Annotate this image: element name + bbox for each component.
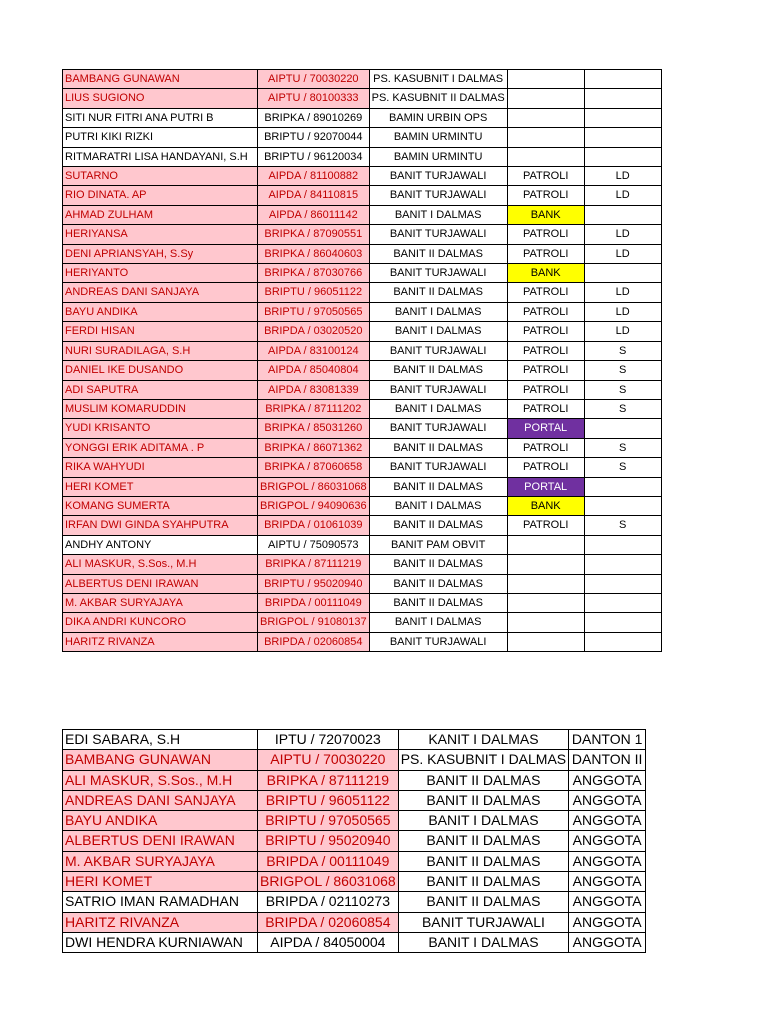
duty-cell: PATROLI [507, 516, 584, 535]
name-cell: ALBERTUS DENI IRAWAN [63, 574, 258, 593]
position-cell: BANIT II DALMAS [369, 555, 507, 574]
rank-nrp-cell: BRIPTU / 97050565 [258, 302, 370, 321]
position-cell: BANIT TURJAWALI [369, 341, 507, 360]
rank-nrp-cell: BRIPTU / 96051122 [258, 790, 399, 810]
code-cell [584, 108, 661, 127]
rank-nrp-cell: BRIPDA / 01061039 [258, 516, 370, 535]
code-cell [584, 477, 661, 496]
duty-cell [507, 613, 584, 632]
position-cell: BANIT TURJAWALI [369, 380, 507, 399]
table-row [63, 770, 646, 790]
rank-nrp-cell: BRIPKA / 87111219 [258, 770, 399, 790]
position-cell: BAMIN URBIN OPS [369, 108, 507, 127]
duty-cell: BANK [507, 205, 584, 224]
name-cell: HARITZ RIVANZA [63, 632, 258, 651]
role-cell: ANGGOTA [569, 872, 646, 892]
duty-cell [507, 128, 584, 147]
name-cell: SITI NUR FITRI ANA PUTRI B [63, 108, 258, 127]
name-cell: SATRIO IMAN RAMADHAN [63, 892, 258, 912]
role-cell: ANGGOTA [569, 932, 646, 952]
rank-nrp-cell: BRIPTU / 95020940 [258, 831, 399, 851]
code-cell [584, 147, 661, 166]
rank-nrp-cell: BRIPDA / 03020520 [258, 322, 370, 341]
duty-cell: PATROLI [507, 438, 584, 457]
name-cell: PUTRI KIKI RIZKI [63, 128, 258, 147]
role-cell: ANGGOTA [569, 770, 646, 790]
code-cell: LD [584, 322, 661, 341]
position-cell: BANIT II DALMAS [369, 361, 507, 380]
name-cell: EDI SABARA, S.H [63, 730, 258, 750]
name-cell: LIUS SUGIONO [63, 89, 258, 108]
position-cell: BANIT TURJAWALI [369, 419, 507, 438]
code-cell [584, 555, 661, 574]
duty-cell: BANK [507, 264, 584, 283]
role-cell: ANGGOTA [569, 811, 646, 831]
position-cell: BANIT I DALMAS [369, 205, 507, 224]
rank-nrp-cell: BRIPTU / 92070044 [258, 128, 370, 147]
position-cell: BANIT TURJAWALI [369, 458, 507, 477]
name-cell: DANIEL IKE DUSANDO [63, 361, 258, 380]
duty-cell: PATROLI [507, 361, 584, 380]
table-row [63, 264, 662, 283]
name-cell: AHMAD ZULHAM [63, 205, 258, 224]
rank-nrp-cell: BRIPDA / 02110273 [258, 892, 399, 912]
code-cell [584, 613, 661, 632]
position-cell: BANIT II DALMAS [398, 831, 568, 851]
name-cell: RIO DINATA. AP [63, 186, 258, 205]
name-cell: SUTARNO [63, 167, 258, 186]
table-row [63, 89, 662, 108]
rank-nrp-cell: BRIPKA / 87030766 [258, 264, 370, 283]
role-cell: DANTON 1 [569, 730, 646, 750]
position-cell: BANIT II DALMAS [369, 516, 507, 535]
position-cell: BAMIN URMINTU [369, 128, 507, 147]
duty-cell: PATROLI [507, 341, 584, 360]
duty-cell [507, 147, 584, 166]
rank-nrp-cell: BRIPKA / 85031260 [258, 419, 370, 438]
name-cell: DENI APRIANSYAH, S.Sy [63, 244, 258, 263]
name-cell: BAMBANG GUNAWAN [63, 70, 258, 89]
table-row [63, 186, 662, 205]
rank-nrp-cell: BRIPDA / 02060854 [258, 632, 370, 651]
name-cell: RIKA WAHYUDI [63, 458, 258, 477]
position-cell: BANIT I DALMAS [369, 322, 507, 341]
duty-cell [507, 555, 584, 574]
rank-nrp-cell: BRIPKA / 87090551 [258, 225, 370, 244]
code-cell [584, 70, 661, 89]
duty-cell: PATROLI [507, 302, 584, 321]
code-cell [584, 574, 661, 593]
name-cell: NURI SURADILAGA, S.H [63, 341, 258, 360]
table-row [63, 632, 662, 651]
table-row [63, 128, 662, 147]
table-row [63, 790, 646, 810]
role-cell: ANGGOTA [569, 790, 646, 810]
duty-cell: PATROLI [507, 322, 584, 341]
position-cell: BANIT II DALMAS [398, 790, 568, 810]
name-cell: ANDREAS DANI SANJAYA [63, 790, 258, 810]
rank-nrp-cell: AIPDA / 86011142 [258, 205, 370, 224]
rank-nrp-cell: BRIPDA / 00111049 [258, 593, 370, 612]
table-row [63, 555, 662, 574]
table-row [63, 750, 646, 770]
position-cell: PS. KASUBNIT I DALMAS [369, 70, 507, 89]
position-cell: BANIT II DALMAS [369, 593, 507, 612]
position-cell: BANIT II DALMAS [398, 872, 568, 892]
table-row [63, 419, 662, 438]
code-cell: S [584, 438, 661, 457]
code-cell [584, 593, 661, 612]
table-row [63, 205, 662, 224]
duty-cell: PORTAL [507, 477, 584, 496]
name-cell: FERDI HISAN [63, 322, 258, 341]
rank-nrp-cell: BRIPTU / 96051122 [258, 283, 370, 302]
duty-cell: PATROLI [507, 399, 584, 418]
position-cell: PS. KASUBNIT I DALMAS [398, 750, 568, 770]
table-row [63, 283, 662, 302]
code-cell: LD [584, 283, 661, 302]
duty-cell [507, 535, 584, 554]
name-cell: KOMANG SUMERTA [63, 496, 258, 515]
role-cell: ANGGOTA [569, 912, 646, 932]
position-cell: BANIT I DALMAS [398, 932, 568, 952]
position-cell: BANIT TURJAWALI [398, 912, 568, 932]
position-cell: BANIT PAM OBVIT [369, 535, 507, 554]
name-cell: ALI MASKUR, S.Sos., M.H [63, 770, 258, 790]
table-row [63, 302, 662, 321]
rank-nrp-cell: AIPDA / 84110815 [258, 186, 370, 205]
table-row [63, 574, 662, 593]
code-cell: LD [584, 244, 661, 263]
rank-nrp-cell: BRIPTU / 96120034 [258, 147, 370, 166]
duty-cell: PORTAL [507, 419, 584, 438]
table-row [63, 831, 646, 851]
rank-nrp-cell: AIPTU / 80100333 [258, 89, 370, 108]
table-row [63, 593, 662, 612]
position-cell: BANIT TURJAWALI [369, 264, 507, 283]
position-cell: BANIT I DALMAS [369, 496, 507, 515]
table-row [63, 613, 662, 632]
rank-nrp-cell: AIPTU / 70030220 [258, 70, 370, 89]
table-row [63, 516, 662, 535]
code-cell [584, 89, 661, 108]
name-cell: ADI SAPUTRA [63, 380, 258, 399]
table-row [63, 496, 662, 515]
table-row [63, 932, 646, 952]
name-cell: HERI KOMET [63, 477, 258, 496]
position-cell: BANIT TURJAWALI [369, 225, 507, 244]
position-cell: BANIT II DALMAS [369, 477, 507, 496]
name-cell: ALBERTUS DENI IRAWAN [63, 831, 258, 851]
rank-nrp-cell: AIPTU / 75090573 [258, 535, 370, 554]
position-cell: BANIT II DALMAS [398, 851, 568, 871]
code-cell [584, 205, 661, 224]
position-cell: PS. KASUBNIT II DALMAS [369, 89, 507, 108]
duty-cell [507, 574, 584, 593]
rank-nrp-cell: AIPDA / 85040804 [258, 361, 370, 380]
table-row [63, 225, 662, 244]
code-cell: LD [584, 186, 661, 205]
position-cell: BANIT I DALMAS [398, 811, 568, 831]
code-cell: S [584, 458, 661, 477]
code-cell: LD [584, 302, 661, 321]
position-cell: BANIT II DALMAS [369, 283, 507, 302]
duty-cell [507, 70, 584, 89]
duty-cell: PATROLI [507, 283, 584, 302]
position-cell: BANIT II DALMAS [398, 892, 568, 912]
name-cell: M. AKBAR SURYAJAYA [63, 593, 258, 612]
position-cell: KANIT I DALMAS [398, 730, 568, 750]
table-row [63, 730, 646, 750]
position-cell: BANIT II DALMAS [369, 438, 507, 457]
rank-nrp-cell: BRIPKA / 86071362 [258, 438, 370, 457]
table-row [63, 458, 662, 477]
table-row [63, 244, 662, 263]
rank-nrp-cell: AIPDA / 81100882 [258, 167, 370, 186]
duty-cell: BANK [507, 496, 584, 515]
name-cell: BAYU ANDIKA [63, 302, 258, 321]
duty-cell: PATROLI [507, 225, 584, 244]
rank-nrp-cell: BRIPTU / 97050565 [258, 811, 399, 831]
role-cell: DANTON II [569, 750, 646, 770]
position-cell: BANIT TURJAWALI [369, 167, 507, 186]
table-row [63, 167, 662, 186]
code-cell [584, 496, 661, 515]
rank-nrp-cell: BRIPKA / 87111219 [258, 555, 370, 574]
table-row [63, 70, 662, 89]
rank-nrp-cell: BRIGPOL / 91080137 [258, 613, 370, 632]
name-cell: YUDI KRISANTO [63, 419, 258, 438]
position-cell: BANIT I DALMAS [369, 613, 507, 632]
table-row [63, 399, 662, 418]
table-row [63, 341, 662, 360]
code-cell [584, 264, 661, 283]
code-cell: S [584, 516, 661, 535]
name-cell: BAYU ANDIKA [63, 811, 258, 831]
name-cell: M. AKBAR SURYAJAYA [63, 851, 258, 871]
table-row [63, 438, 662, 457]
rank-nrp-cell: AIPDA / 84050004 [258, 932, 399, 952]
rank-nrp-cell: BRIPDA / 00111049 [258, 851, 399, 871]
name-cell: BAMBANG GUNAWAN [63, 750, 258, 770]
table-row [63, 147, 662, 166]
code-cell: S [584, 399, 661, 418]
table-row [63, 380, 662, 399]
duty-cell: PATROLI [507, 244, 584, 263]
code-cell: LD [584, 167, 661, 186]
position-cell: BANIT I DALMAS [369, 302, 507, 321]
rank-nrp-cell: BRIPKA / 87111202 [258, 399, 370, 418]
role-cell: ANGGOTA [569, 892, 646, 912]
name-cell: RITMARATRI LISA HANDAYANI, S.H [63, 147, 258, 166]
position-cell: BANIT TURJAWALI [369, 632, 507, 651]
code-cell: S [584, 361, 661, 380]
duty-cell: PATROLI [507, 167, 584, 186]
name-cell: IRFAN DWI GINDA SYAHPUTRA [63, 516, 258, 535]
table-row [63, 851, 646, 871]
rank-nrp-cell: BRIGPOL / 86031068 [258, 872, 399, 892]
code-cell [584, 535, 661, 554]
name-cell: ANDREAS DANI SANJAYA [63, 283, 258, 302]
name-cell: DIKA ANDRI KUNCORO [63, 613, 258, 632]
rank-nrp-cell: BRIPDA / 02060854 [258, 912, 399, 932]
code-cell: S [584, 380, 661, 399]
position-cell: BAMIN URMINTU [369, 147, 507, 166]
table-row [63, 811, 646, 831]
name-cell: DWI HENDRA KURNIAWAN [63, 932, 258, 952]
code-cell [584, 419, 661, 438]
role-cell: ANGGOTA [569, 831, 646, 851]
duty-cell: PATROLI [507, 186, 584, 205]
rank-nrp-cell: AIPTU / 70030220 [258, 750, 399, 770]
code-cell [584, 632, 661, 651]
rank-nrp-cell: BRIGPOL / 94090636 [258, 496, 370, 515]
position-cell: BANIT I DALMAS [369, 399, 507, 418]
name-cell: HERI KOMET [63, 872, 258, 892]
table-row [63, 361, 662, 380]
table-row [63, 912, 646, 932]
duty-cell [507, 593, 584, 612]
rank-nrp-cell: IPTU / 72070023 [258, 730, 399, 750]
rank-nrp-cell: BRIGPOL / 86031068 [258, 477, 370, 496]
duty-cell [507, 108, 584, 127]
rank-nrp-cell: AIPDA / 83100124 [258, 341, 370, 360]
rank-nrp-cell: BRIPKA / 87060658 [258, 458, 370, 477]
code-cell [584, 128, 661, 147]
table-row [63, 872, 646, 892]
name-cell: HARITZ RIVANZA [63, 912, 258, 932]
code-cell: S [584, 341, 661, 360]
table-row [63, 322, 662, 341]
name-cell: YONGGI ERIK ADITAMA . P [63, 438, 258, 457]
duty-cell [507, 632, 584, 651]
table-row [63, 892, 646, 912]
position-cell: BANIT TURJAWALI [369, 186, 507, 205]
table-row [63, 108, 662, 127]
rank-nrp-cell: BRIPKA / 86040603 [258, 244, 370, 263]
rank-nrp-cell: AIPDA / 83081339 [258, 380, 370, 399]
name-cell: HERIYANTO [63, 264, 258, 283]
name-cell: MUSLIM KOMARUDDIN [63, 399, 258, 418]
table-row [63, 477, 662, 496]
duty-roster-table [62, 69, 662, 652]
name-cell: ALI MASKUR, S.Sos., M.H [63, 555, 258, 574]
name-cell: HERIYANSA [63, 225, 258, 244]
duty-cell [507, 89, 584, 108]
name-cell: ANDHY ANTONY [63, 535, 258, 554]
table-row [63, 535, 662, 554]
code-cell: LD [584, 225, 661, 244]
duty-cell: PATROLI [507, 380, 584, 399]
rank-nrp-cell: BRIPKA / 89010269 [258, 108, 370, 127]
duty-cell: PATROLI [507, 458, 584, 477]
role-cell: ANGGOTA [569, 851, 646, 871]
platoon-table [62, 729, 646, 953]
position-cell: BANIT II DALMAS [369, 244, 507, 263]
position-cell: BANIT II DALMAS [369, 574, 507, 593]
rank-nrp-cell: BRIPTU / 95020940 [258, 574, 370, 593]
position-cell: BANIT II DALMAS [398, 770, 568, 790]
